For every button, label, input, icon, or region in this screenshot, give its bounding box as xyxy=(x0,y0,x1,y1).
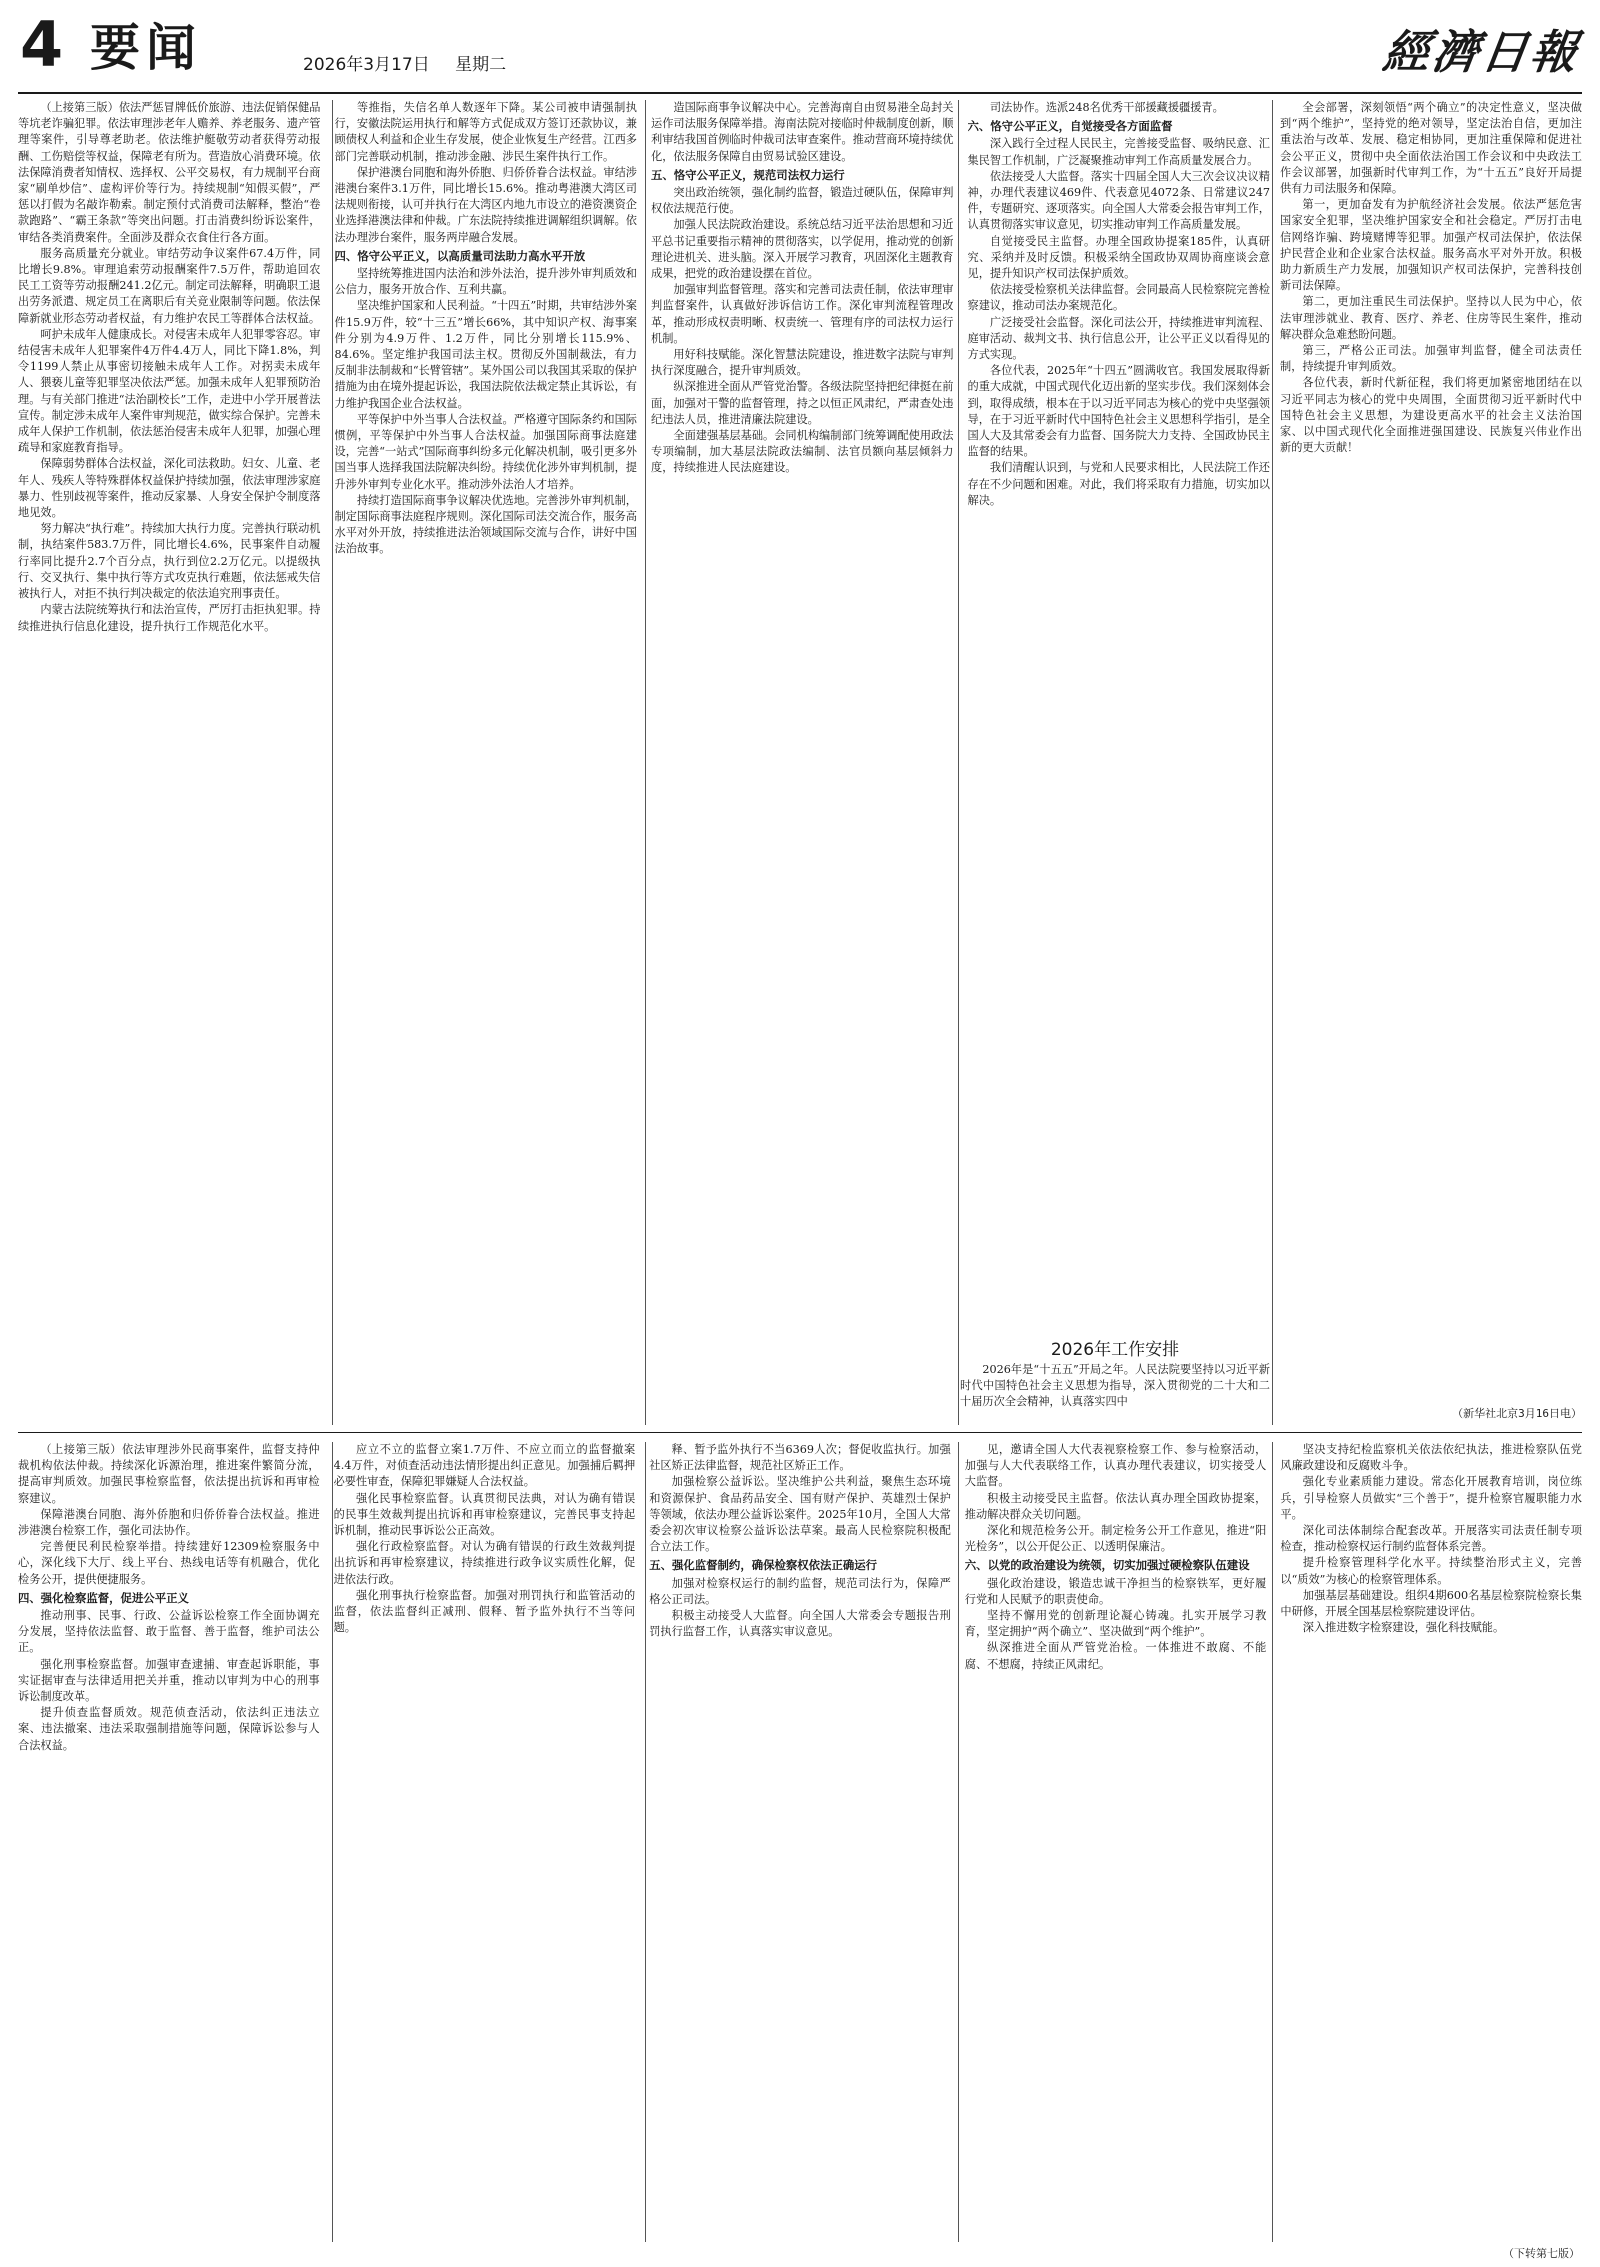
paragraph: 释、暂予监外执行不当6369人次；督促收监执行。加强社区矫正法律监督，规范社区矫正工作。 xyxy=(649,1443,951,1473)
paragraph: 依法接受检察机关法律监督。会同最高人民检察院完善检察建议，推动司法办案规范化。 xyxy=(967,283,1270,313)
paragraph: 第二，更加注重民生司法保护。坚持以人民为中心，依法审理涉就业、教育、医疗、养老、住房等民生案件，推动解决群众急难愁盼问题。 xyxy=(1280,295,1582,341)
source-credit: （新华社北京3月16日电） xyxy=(1452,1407,1582,1420)
paragraph: 依法接受人大监督。落实十四届全国人大三次会议决议精神，办理代表建议469件、代表意见4072条、日常建议247件，专题研究、逐项落实。向全国人大常委会报告审判工作，认真贯彻落实审议意见，切实推动审判工作高质量发展。 xyxy=(967,169,1270,232)
section-title: 要闻 xyxy=(90,19,202,77)
column-divider xyxy=(332,100,333,1425)
upper-col-2 xyxy=(335,100,638,1425)
paragraph: 完善便民利民检察举措。持续建好12309检察服务中心，深化线下大厅、线上平台、热线电话等有机融合，优化检务公开，提供便捷服务。 xyxy=(18,1540,320,1586)
paragraph: 全会部署，深刻领悟“两个确立”的决定性意义，坚决做到“两个维护”，坚持党的绝对领导，坚定法治自信，更加注重法治与改革、发展、稳定相协同，更加注重保障和促进社会公平正义，贯彻中央全面依法治国工作会议和中央政法工作会议部署，加强新时代审判工作，为“十五五”良好开局提供有力司法服务和保障。 xyxy=(1280,101,1582,196)
paragraph: 第一，更加奋发有为护航经济社会发展。依法严惩危害国家安全犯罪，坚决维护国家安全和社会稳定。严厉打击电信网络诈骗、跨境赌博等犯罪。加强产权司法保护，依法保护民营企业和企业家合法权益。服务高水平对外开放。积极助力新质生产力发展，加强知识产权司法保护，完善科技创新司法保障。 xyxy=(1280,198,1582,293)
paragraph: 见，邀请全国人大代表视察检察工作、参与检察活动，加强与人大代表联络工作，认真办理代表建议，切实接受人大监督。 xyxy=(964,1443,1267,1489)
upper-col-5 xyxy=(1280,100,1582,1400)
upper-article-left-columns xyxy=(18,100,1270,1425)
column-divider xyxy=(645,1442,646,2242)
paragraph: 坚持不懈用党的创新理论凝心铸魂。扎实开展学习教育，坚定拥护“两个确立”、坚决做到“两个维护”。 xyxy=(964,1609,1267,1639)
paragraph: 第三，严格公正司法。加强审判监督，健全司法责任制，持续提升审判质效。 xyxy=(1280,344,1582,374)
paragraph: 推动刑事、民事、行政、公益诉讼检察工作全面协调充分发展，坚持依法监督、敢于监督、善于监督，维护司法公正。 xyxy=(18,1609,320,1655)
section-heading: 四、强化检察监督，促进公平正义 xyxy=(18,1590,189,1605)
paragraph: 强化刑事检察监督。加强审查逮捕、审查起诉职能，事实证据审查与法律适用把关并重，推动以审判为中心的刑事诉讼制度改革。 xyxy=(18,1657,320,1704)
newspaper-logo: 經濟日報 xyxy=(1379,25,1584,79)
paragraph: 强化专业素质能力建设。常态化开展教育培训，岗位练兵，引导检察人员做实“三个善于”，提升检察官履职能力水平。 xyxy=(1280,1475,1582,1521)
paragraph: （上接第三版）依法严惩冒牌低价旅游、违法促销保健品等坑老诈骗犯罪。依法审理涉老年人赡养、养老服务、遗产管理等案件，引导尊老助老。依法维护艇敬劳动者获得劳动报酬、工伤赔偿等权益，保障老有所为。营造放心消费环境。依法保障消费者知情权、选择权、公平交易权，有力规制平台商家“刷单炒信”、虚构评价等行为。持续规制“知假买假”，严惩以打假为名敲诈勒索。制定预付式消费司法解释，整治“卷款跑路”、“霸王条款”等突出问题。打击消费纠纷诉讼案件，审结各类消费案件。全面涉及群众衣食住行各方面。 xyxy=(18,101,321,244)
paragraph: 提升检察管理科学化水平。持续整治形式主义，完善以“质效”为核心的检察管理体系。 xyxy=(1280,1556,1582,1586)
section-heading: 六、以党的政治建设为统领，切实加强过硬检察队伍建设 xyxy=(964,1558,1250,1573)
work-plan-text xyxy=(960,1362,1270,1422)
paragraph: 持续打造国际商事争议解决优选地。完善涉外审判机制，制定国际商事法庭程序规则。深化国际司法交流合作，服务高水平对外开放，持续推进法治领域国际交流与合作，讲好中国法治故事。 xyxy=(334,493,637,556)
lower-col-5 xyxy=(1280,1442,1582,2242)
masthead-rule xyxy=(18,92,1582,94)
paragraph: 坚决维护国家和人民利益。“十四五”时期，共审结涉外案件15.9万件，较“十三五”增长66%，其中知识产权、海事案件分别为4.9万件、1.2万件，同比分别增长115.9%、84.6%。坚定维护我国司法主权。贯彻反外国制裁法，有力反制非法制裁和“长臂管辖”。某外国公司以我国其采取的保护措施为由在境外提起诉讼，我国法院依法裁定禁止其诉讼，有力维护我国企业合法权益。 xyxy=(334,299,637,410)
paragraph: 加强检察公益诉讼。坚决维护公共利益，聚焦生态环境和资源保护、食品药品安全、国有财产保护、英雄烈士保护等领域，依法办理公益诉讼案件。2025年10月，全国人大常委会初次审议检察公益诉讼法草案。最高人民检察院积极配合立法工作。 xyxy=(649,1475,951,1554)
paragraph: 积极主动接受民主监督。依法认真办理全国政协提案，推动解决群众关切问题。 xyxy=(964,1491,1267,1521)
paragraph: 保护港澳台同胞和海外侨胞、归侨侨眷合法权益。审结涉港澳台案件3.1万件，同比增长15.6%。推动粤港澳大湾区司法规则衔接，认可并执行在大湾区内地九市设立的港资澳资企业选择港澳法律和仲裁。广东法院持续推进调解组织调解。依法办理涉台案件，服务两岸融合发展。 xyxy=(334,165,637,244)
paragraph: （上接第三版）依法审理涉外民商事案件，监督支持仲裁机构依法仲裁。持续深化诉源治理，推进案件繁简分流，提高审判质效。加强民事检察监督，依法提出抗诉和再审检察建议。 xyxy=(18,1443,320,1505)
section-heading: 六、恪守公平正义，自觉接受各方面监督 xyxy=(967,119,1173,134)
paragraph: 加强审判监督管理。落实和完善司法责任制，依法审理审判监督案件，认真做好涉诉信访工作。深化审判流程管理改革，推动形成权责明晰、权责统一、管理有序的司法权力运行机制。 xyxy=(651,283,954,345)
paragraph: 自觉接受民主监督。办理全国政协提案185件，认真研究、采纳并及时反馈。积极采纳全国政协双周协商座谈会意见，提升知识产权司法保护质效。 xyxy=(967,234,1270,281)
paragraph: 突出政治统领，强化制约监督，锻造过硬队伍，保障审判权依法规范行使。 xyxy=(651,186,954,216)
paragraph: 呵护未成年人健康成长。对侵害未成年人犯罪零容忍。审结侵害未成年人犯罪案件4万件4.4万人，同比下降1.8%，判令1199人禁止从事密切接触未成年人工作。对拐卖未成年人、猥亵儿童等犯罪坚决依法严惩。加强未成年人犯罪预防治理。与有关部门推进“法治副校长”工作，走进中小学开展普法宣传。制定涉未成年人案件审判规范，做实综合保护。完善未成年人保护工作机制，依法惩治侵害未成年人犯罪，加强心理疏导和家庭教育指导。 xyxy=(18,327,321,455)
paragraph: 等推指，失信名单人数逐年下降。某公司被申请强制执行，安徽法院运用执行和解等方式促成双方签订还款协议，兼顾债权人利益和企业生存发展，使企业恢复生产经营。江西多部门完善联动机制，推动涉金融、涉民生案件执行工作。 xyxy=(334,101,637,163)
section-heading: 五、恪守公平正义，规范司法权力运行 xyxy=(651,167,845,182)
section-heading: 四、恪守公平正义，以高质量司法助力高水平开放 xyxy=(334,248,586,263)
lower-article-columns xyxy=(18,1442,1582,2242)
paragraph: 平等保护中外当事人合法权益。严格遵守国际条约和国际惯例，平等保护中外当事人合法权益。加强国际商事法庭建设，完善“一站式”国际商事纠纷多元化解决机制，吸引更多外国当事人选择我国法院解决纠纷。持续优化涉外审判机制，提升涉外审判专业化水平。推动涉外法治人才培养。 xyxy=(334,412,637,491)
paragraph: 深化司法体制综合配套改革。开展落实司法责任制专项检查，推动检察权运行制约监督体系完善。 xyxy=(1280,1524,1582,1554)
paragraph: 提升侦查监督质效。规范侦查活动，依法纠正违法立案、违法撤案、违法采取强制措施等问题，保障诉讼参与人合法权益。 xyxy=(18,1706,320,1752)
paragraph: 深入践行全过程人民民主，完善接受监督、吸纳民意、汇集民智工作机制，广泛凝聚推动审判工作高质量发展合力。 xyxy=(967,137,1270,167)
paragraph: 加强对检察权运行的制约监督，规范司法行为，保障严格公正司法。 xyxy=(649,1576,951,1606)
paragraph: 保障弱势群体合法权益，深化司法救助。妇女、儿童、老年人、残疾人等特殊群体权益保护持续加强，依法审理涉家庭暴力、性别歧视等案件，推动反家暴、人身安全保护令制度落地见效。 xyxy=(18,457,321,520)
column-divider xyxy=(958,1442,959,2242)
paragraph: 应立不立的监督立案1.7万件、不应立而立的监督撤案4.4万件，对侦查活动违法情形提出纠正意见。加强捕后羁押必要性审查，保障犯罪嫌疑人合法权益。 xyxy=(333,1443,636,1489)
paragraph: 坚决支持纪检监察机关依法依纪执法，推进检察队伍党风廉政建设和反腐败斗争。 xyxy=(1280,1443,1582,1473)
paragraph: 深化和规范检务公开。制定检务公开工作意见，推进“阳光检务”，以公开促公正、以透明保廉洁。 xyxy=(964,1524,1267,1554)
column-divider xyxy=(1272,1442,1273,2242)
date-line xyxy=(303,50,526,75)
paragraph: 强化政治建设，锻造忠诚干净担当的检察铁军，更好履行党和人民赋予的职责使命。 xyxy=(964,1576,1267,1606)
section-heading: 五、强化监督制约，确保检察权依法正确运行 xyxy=(649,1558,878,1573)
masthead xyxy=(18,0,1582,95)
lower-col-4 xyxy=(965,1442,1267,2242)
paragraph: 司法协作。选派248名优秀干部援藏援疆援青。 xyxy=(989,101,1224,114)
lower-col-3 xyxy=(649,1442,951,2242)
paragraph: 2026年是“十五五”开局之年。人民法院要坚持以习近平新时代中国特色社会主义思想为指导，深入贯彻党的二十大和二十届历次全会精神，认真落实四中 xyxy=(960,1363,1270,1409)
upper-col-3 xyxy=(651,100,954,1425)
paragraph: 各位代表，新时代新征程，我们将更加紧密地团结在以习近平同志为核心的党中央周围，全面贯彻习近平新时代中国特色社会主义思想，为建设更高水平的社会主义法治国家、以中国式现代化全面推进强国建设、民族复兴伟业作出新的更大贡献！ xyxy=(1280,376,1582,455)
paragraph: 努力解决“执行难”。持续加大执行力度。完善执行联动机制，执结案件583.7万件，同比增长4.6%，民事案件自动履行率同比提升2.7个百分点，执行到位2.2万亿元。以提级执行、交叉执行、集中执行等方式攻克执行难题，依法惩戒失信被执行人，对拒不执行判决裁定的依法追究刑事责任。 xyxy=(18,522,321,601)
paragraph: 服务高质量充分就业。审结劳动争议案件67.4万件，同比增长9.8%。审理追索劳动报酬案件7.5万件，帮助追回农民工工资等劳动报酬241.2亿元。制定司法解释，明确职工退出劳务派遣、规定员工在离职后有关竞业限制等问题。依法保障新就业形态劳动者权益，有力维护农民工等群体合法权益。 xyxy=(18,246,321,325)
work-plan-heading: 2026年工作安排 xyxy=(1050,1340,1180,1360)
continued-note: （下转第七版） xyxy=(1503,2247,1580,2260)
paragraph: 保障港澳台同胞、海外侨胞和归侨侨眷合法权益。推进涉港澳台检察工作，强化司法协作。 xyxy=(18,1507,320,1538)
column-divider xyxy=(1272,100,1273,1425)
page-number: 4 xyxy=(20,8,64,81)
section-divider xyxy=(18,1432,1582,1433)
paragraph: 积极主动接受人大监督。向全国人大常委会专题报告刑罚执行监督工作，认真落实审议意见。 xyxy=(649,1609,951,1639)
paragraph: 强化刑事执行检察监督。加强对刑罚执行和监管活动的监督，依法监督纠正减刑、假释、暂予监外执行不当等问题。 xyxy=(333,1588,636,1635)
column-divider xyxy=(645,100,646,1425)
issue-weekday: 星期二 xyxy=(455,55,507,75)
upper-col-4 xyxy=(968,100,1271,1425)
lower-col-2 xyxy=(334,1442,636,2242)
paragraph: 全面建强基层基础。会同机构编制部门统筹调配使用政法专项编制，加大基层法院政法编制、法官员额向基层倾斜力度，持续推进人民法庭建设。 xyxy=(651,429,954,475)
issue-date: 2026年3月17日 xyxy=(303,55,430,75)
paragraph: 造国际商事争议解决中心。完善海南自由贸易港全岛封关运作司法服务保障举措。海南法院对接临时仲裁制度创新，顺利审结我国首例临时仲裁司法审查案件。推动营商环境持续优化，依法服务保障自由贸易试验区建设。 xyxy=(651,101,954,163)
column-divider xyxy=(958,100,959,1425)
paragraph: 加强人民法院政治建设。系统总结习近平法治思想和习近平总书记重要指示精神的贯彻落实，以学促用，推动党的创新理论进机关、进头脑。深入开展学习教育，巩固深化主题教育成果，把党的政治建设摆在首位。 xyxy=(651,218,954,281)
paragraph: 纵深推进全面从严管党治检。一体推进不敢腐、不能腐、不想腐，持续正风肃纪。 xyxy=(964,1641,1267,1671)
lower-col-1 xyxy=(18,1442,320,2242)
paragraph: 坚持统筹推进国内法治和涉外法治，提升涉外审判质效和公信力，服务开放合作、互利共赢。 xyxy=(334,267,637,297)
column-divider xyxy=(332,1442,333,2242)
paragraph: 加强基层基础建设。组织4期600名基层检察院检察长集中研修，开展全国基层检察院建设评估。 xyxy=(1280,1588,1582,1619)
paragraph: 我们清醒认识到，与党和人民要求相比，人民法院工作还存在不少问题和困难。对此，我们将采取有力措施，切实加以解决。 xyxy=(967,461,1270,507)
paragraph: 纵深推进全面从严管党治警。各级法院坚持把纪律挺在前面，加强对干警的监督管理，持之以恒正风肃纪，严肃查处违纪违法人员，推进清廉法院建设。 xyxy=(651,380,954,426)
paragraph: 深入推进数字检察建设，强化科技赋能。 xyxy=(1302,1621,1505,1635)
paragraph: 强化民事检察监督。认真贯彻民法典，对认为确有错误的民事生效裁判提出抗诉和再审检察建议，完善民事支持起诉机制，推动民事诉讼公正高效。 xyxy=(333,1491,636,1538)
paragraph: 强化行政检察监督。对认为确有错误的行政生效裁判提出抗诉和再审检察建议，持续推进行政争议实质性化解，促进依法行政。 xyxy=(333,1540,636,1586)
paragraph: 广泛接受社会监督。深化司法公开，持续推进审判流程、庭审活动、裁判文书、执行信息公开，让公平正义以看得见的方式实现。 xyxy=(967,315,1270,362)
paragraph: 各位代表，2025年“十四五”圆满收官。我国发展取得新的重大成就，中国式现代化迈出新的坚实步伐。我们深刻体会到，取得成绩，根本在于以习近平同志为核心的党中央坚强领导，在于习近平新时代中国特色社会主义思想科学指引，是全国人大及其常委会有力监督、国务院大力支持、全国政协民主监督的结果。 xyxy=(967,364,1270,459)
upper-col-1 xyxy=(18,100,321,1425)
paragraph: 内蒙古法院统筹执行和法治宣传，严厉打击拒执犯罪。持续推进执行信息化建设，提升执行工作规范化水平。 xyxy=(18,603,321,633)
paragraph: 用好科技赋能。深化智慧法院建设，推进数字法院与审判执行深度融合，提升审判质效。 xyxy=(651,348,954,378)
